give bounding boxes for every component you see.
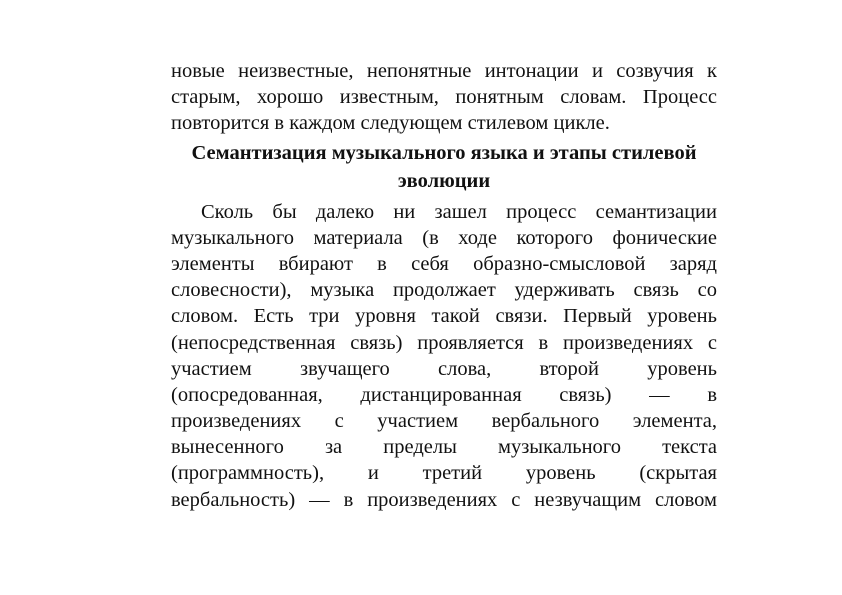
text-line: вынесенного за пределы музыкального текста [171,436,717,459]
text-line: повторится в каждом следующем стилевом цикле. [171,112,610,135]
paragraph-main [171,199,717,513]
text-line: Сколь бы далеко ни зашел процесс семантизации [201,200,717,223]
text-line: произведениях с участием вербального элемента, [171,410,717,433]
text-line: музыкального материала (в ходе которого фонические [171,226,717,249]
section-heading [171,139,717,195]
text-line: участием звучащего слова, второй уровень [171,357,717,380]
text-line: словесности), музыка продолжает удерживать связь со [171,279,717,302]
heading-line: Семантизация музыкального языка и этапы стилевой [191,141,697,164]
text-line: (непосредственная связь) проявляется в произведениях с [171,331,717,354]
text-line: новые неизвестные, непонятные интонации и созвучия к [171,60,717,82]
text-line: (опосредованная, дистанцированная связь) — в [171,383,717,406]
document-page [171,58,717,513]
text-line: (программность), и третий уровень (скрытая [171,462,717,485]
text-line: вербальность) — в произведениях с незвучащим словом [171,488,717,511]
text-line: элементы вбирают в себя образно-смысловой заряд [171,252,717,275]
text-line: словом. Есть три уровня такой связи. Первый уровень [171,305,717,328]
paragraph-top [171,58,717,137]
heading-line: эволюции [397,169,491,192]
text-line: старым, хорошо известным, понятным словам. Процесс [171,86,717,109]
